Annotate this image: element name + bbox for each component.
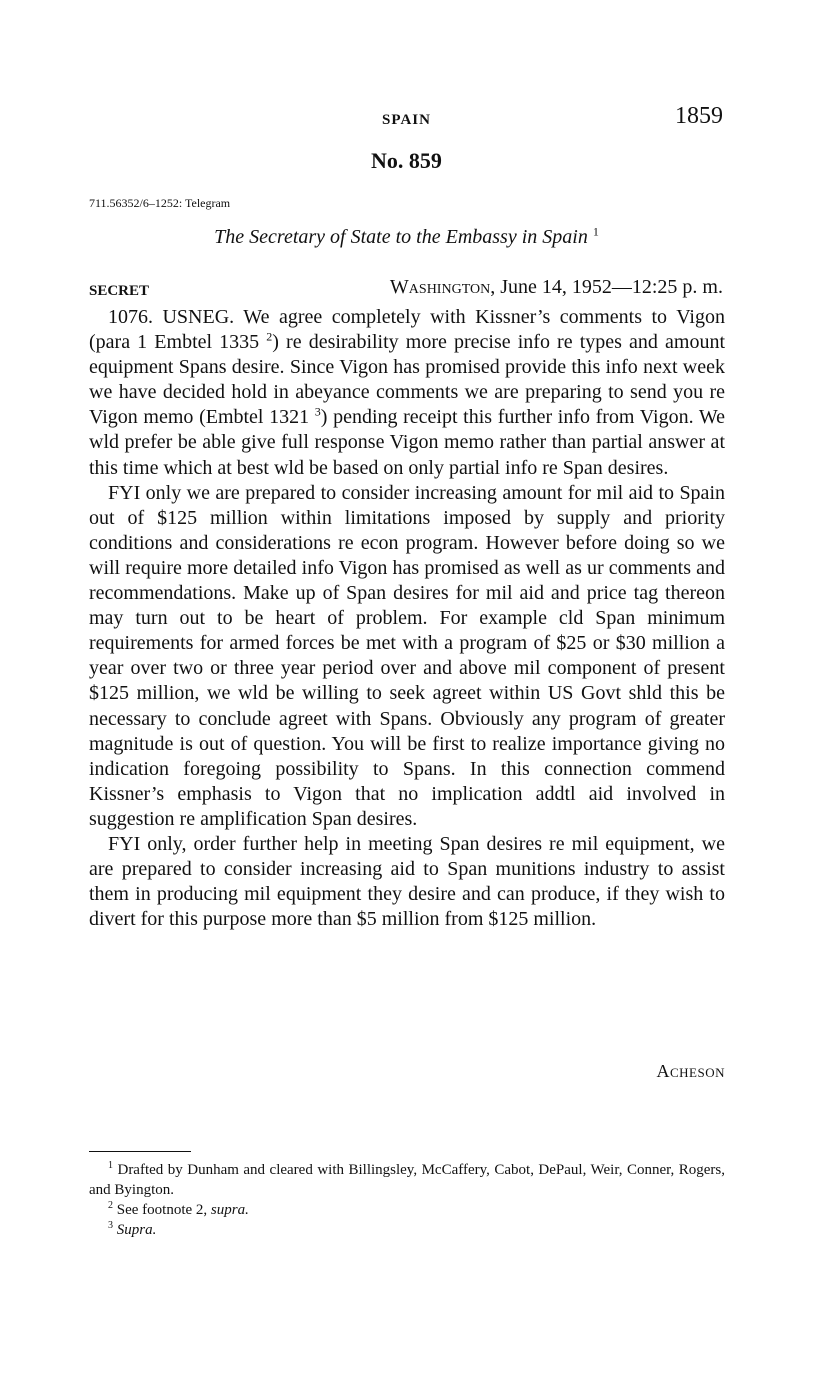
telegram-body: [89, 305, 725, 932]
footnote-2-text: See footnote 2,: [116, 1202, 208, 1218]
classification: SECRET: [89, 283, 150, 299]
paragraph-1-part-a: 1076. USNEG. We agree completely with Kissner’s comments to Vigon (para 1 Embtel 1335: [89, 306, 725, 354]
footnote-3-emphasis: Supra.: [116, 1222, 157, 1238]
footnote-divider: [89, 1151, 191, 1152]
paragraph-1-part-b: ) re desirability more precise info re types and amount equipment Spans desire. Since Vigon has promised provide this info next week we have decided hold in abeyance comments we are preparing to send you re Vigon memo (Embtel 1321: [89, 331, 725, 429]
page-number: 1859: [675, 103, 723, 129]
footnote-ref-1[interactable]: 1: [592, 224, 599, 239]
footnotes: [89, 1160, 725, 1240]
footnote-ref-3[interactable]: 3: [314, 404, 321, 419]
paragraph-1-part-c: ) pending receipt this further info from Vigon. We wld prefer be able give full response Vigon memo rather than partial answer at this time which at best wld be based on only partial info re Span desires.: [89, 406, 725, 479]
dateline-place: Washington,: [389, 276, 496, 298]
dateline-date: June 14, 1952—12:25 p. m.: [500, 276, 723, 298]
document-title-text: The Secretary of State to the Embassy in Spain: [214, 226, 588, 248]
footnote-1-text: Drafted by Dunham and cleared with Billingsley, McCaffery, Cabot, DePaul, Weir, Conner, Rogers, and Byington.: [89, 1162, 725, 1198]
footnote-1-marker: 1: [108, 1160, 113, 1171]
dateline: [390, 276, 723, 299]
file-reference: 711.56352/6–1252: Telegram: [89, 196, 231, 210]
paragraph-1: [89, 305, 725, 481]
document-number: No. 859: [371, 148, 442, 173]
footnote-1: [89, 1160, 725, 1200]
running-head: SPAIN: [382, 112, 431, 128]
paragraph-2: FYI only we are prepared to consider increasing amount for mil aid to Spain out of $125 million within limitations imposed by supply and priority conditions and considerations re econ program. However before doing so we will require more detailed info Vigon has promised as well as ur comments and recommendations. Make up of Span desires for mil aid and price tag thereon may turn out to be heart of problem. For example cld Span minimum requirements for armed forces be met with a program of $25 or $30 million a year over two or three year period over and above mil component of present $125 million, we wld be willing to seek agreet within US Govt shld this be necessary to conclude agreet with Spans. Obviously any program of greater magnitude is out of question. You will be first to realize importance giving no indication foregoing possibility to Spans. In this connection commend Kissner’s emphasis to Vigon that no implication addtl aid involved in suggestion re amplification Span desires.: [89, 481, 725, 830]
footnote-2: [89, 1200, 725, 1220]
footnote-3-marker: 3: [108, 1220, 113, 1231]
footnote-3: [89, 1220, 725, 1240]
paragraph-3: FYI only, order further help in meeting Span desires re mil equipment, we are prepared to consider increasing aid to Span munitions industry to assist them in producing mil equipment they desire and can produce, if they wish to divert for this purpose more than $5 million from $125 million.: [89, 832, 725, 931]
footnote-2-marker: 2: [108, 1200, 113, 1211]
signature: Acheson: [656, 1061, 725, 1081]
footnote-ref-2[interactable]: 2: [266, 329, 273, 344]
document-title: [0, 226, 813, 249]
footnote-2-emphasis: supra.: [210, 1202, 249, 1218]
